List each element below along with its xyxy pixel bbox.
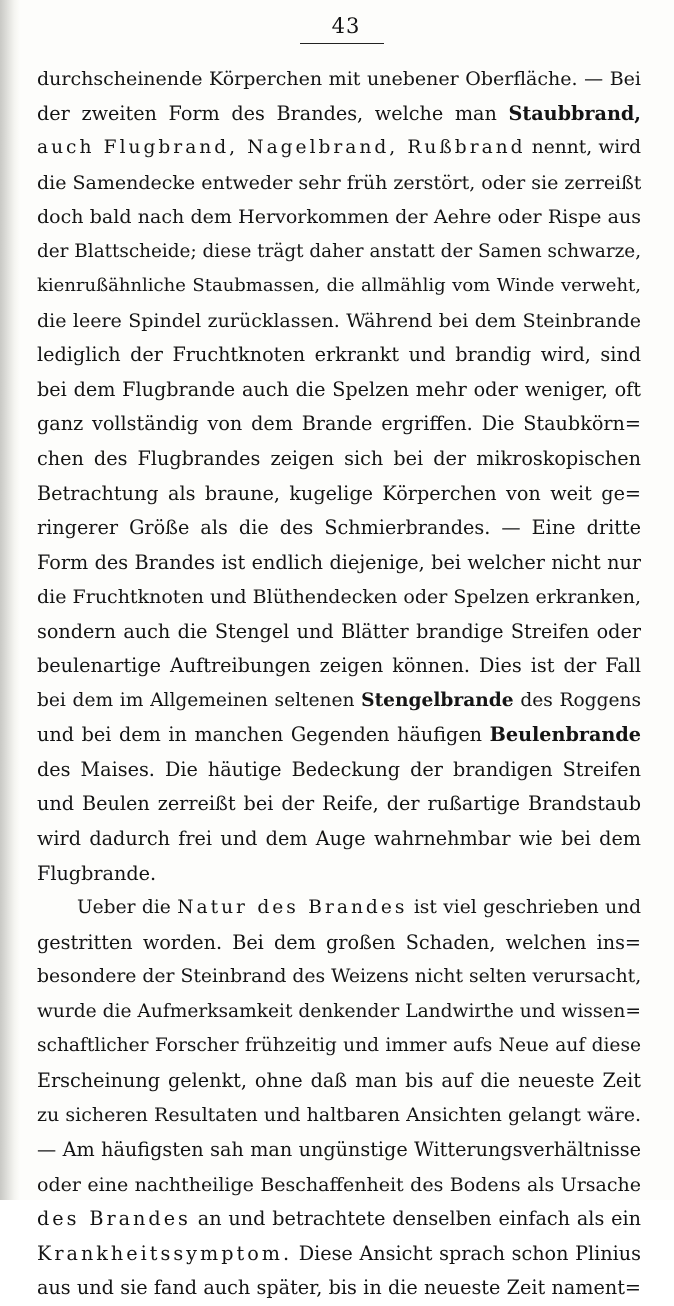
body-text bbox=[37, 62, 641, 1306]
text-line bbox=[37, 200, 641, 235]
line-text: gestritten worden. Bei dem großen Schaden, welchen ins= bbox=[37, 930, 641, 954]
text-line bbox=[37, 1064, 641, 1099]
line-text: oder eine nachtheilige Beschaffenheit des Bodens als Ursache bbox=[37, 1173, 641, 1196]
header-rule bbox=[300, 43, 384, 44]
text-line bbox=[37, 511, 641, 546]
line-text: des Maises. Die häutige Bedeckung der brandigen Streifen bbox=[37, 757, 641, 781]
text-line bbox=[37, 235, 641, 270]
bold-term: Beulenbrande bbox=[489, 723, 641, 747]
text-line bbox=[37, 407, 641, 442]
line-text: an und betrachtete denselben einfach als ein bbox=[190, 1207, 641, 1231]
line-text: beulenartige Auftreibungen zeigen können. Dies ist der Fall bbox=[37, 654, 641, 678]
text-line bbox=[37, 166, 641, 201]
text-line bbox=[37, 546, 641, 581]
text-line bbox=[37, 684, 641, 719]
line-text: chen des Flugbrandes zeigen sich bei der mikroskopischen bbox=[37, 447, 641, 471]
text-line bbox=[37, 1237, 641, 1272]
line-text: und bei dem in manchen Gegenden häufigen bbox=[37, 723, 490, 747]
text-line bbox=[37, 338, 641, 373]
spaced-term: des Brandes bbox=[37, 1207, 191, 1231]
line-text: Diese Ansicht sprach schon Plinius bbox=[292, 1241, 641, 1265]
line-text: ganz vollständig von dem Brande ergriffen. Die Staubkörn= bbox=[37, 412, 641, 436]
line-text: bei dem im Allgemeinen seltenen bbox=[37, 689, 362, 711]
line-text: Ueber die bbox=[77, 897, 178, 919]
line-text: der Blattscheide; diese trägt daher anstatt der Samen schwarze, bbox=[37, 240, 641, 262]
text-line bbox=[37, 1271, 641, 1306]
text-line bbox=[37, 995, 641, 1030]
line-text: durchscheinende Körperchen mit unebener Oberfläche. — Bei bbox=[37, 68, 641, 90]
text-line bbox=[37, 891, 641, 926]
text-line bbox=[37, 580, 641, 615]
text-line bbox=[37, 373, 641, 408]
bold-term: Stengelbrande bbox=[361, 689, 514, 711]
gutter-shadow bbox=[0, 0, 20, 1200]
bold-term: Staubbrand, bbox=[508, 101, 641, 125]
text-line bbox=[37, 477, 641, 512]
line-text: bei dem Flugbrande auch die Spelzen mehr oder weniger, oft bbox=[37, 377, 641, 401]
line-text: sondern auch die Stengel und Blätter brandige Streifen oder bbox=[37, 619, 641, 643]
text-line bbox=[37, 1098, 641, 1133]
spaced-term: Krankheitssymptom. bbox=[37, 1241, 293, 1265]
text-line bbox=[37, 960, 641, 995]
line-text: lediglich der Fruchtknoten erkrankt und brandig wird, sind bbox=[37, 343, 641, 367]
line-text: nennt, wird bbox=[525, 137, 641, 159]
page-number: 43 bbox=[331, 14, 361, 38]
text-line bbox=[37, 787, 641, 822]
line-text: besondere der Steinbrand des Weizens nicht selten verursacht, bbox=[37, 966, 641, 988]
spaced-term: Natur des Brandes bbox=[177, 897, 408, 919]
line-text: Erscheinung gelenkt, ohne daß man bis auf die neueste Zeit bbox=[37, 1068, 641, 1092]
line-text: die Fruchtknoten und Blüthendecken oder Spelzen erkranken, bbox=[37, 586, 641, 609]
text-line bbox=[37, 1202, 641, 1237]
text-line bbox=[37, 926, 641, 961]
text-line bbox=[37, 857, 641, 892]
line-text: die leere Spindel zurücklassen. Während bei dem Steinbrande bbox=[37, 309, 641, 332]
line-text: Flugbrande. bbox=[37, 861, 157, 885]
paragraph-2 bbox=[37, 891, 641, 1306]
line-text: wurde die Aufmerksamkeit denkender Landwirthe und wissen= bbox=[37, 1000, 641, 1022]
text-line bbox=[37, 269, 641, 304]
line-text: und Beulen zerreißt bei der Reife, der rußartige Brandstaub bbox=[37, 792, 641, 816]
line-text: ringerer Größe als die des Schmierbrandes. — Eine dritte bbox=[37, 516, 641, 540]
text-line bbox=[37, 62, 641, 97]
line-text: wird dadurch frei und dem Auge wahrnehmbar wie bei dem bbox=[37, 827, 641, 851]
text-line bbox=[37, 649, 641, 684]
line-text: kienrußähnliche Staubmassen, die allmählig vom Winde verweht, bbox=[37, 275, 641, 297]
line-text: — Am häufigsten sah man ungünstige Witterungsverhältnisse bbox=[37, 1137, 641, 1161]
text-line bbox=[37, 131, 641, 166]
text-line bbox=[37, 1133, 641, 1168]
line-text: ist viel geschrieben und bbox=[407, 897, 641, 919]
text-line bbox=[37, 718, 641, 753]
line-text: Betrachtung als braune, kugelige Körperchen von weit ge= bbox=[37, 481, 641, 505]
line-text: aus und sie fand auch später, bis in die neueste Zeit nament= bbox=[37, 1276, 641, 1300]
text-line bbox=[37, 304, 641, 339]
text-line bbox=[37, 1168, 641, 1203]
line-text: schaftlicher Forscher frühzeitig und immer aufs Neue auf diese bbox=[37, 1035, 641, 1057]
text-line bbox=[37, 822, 641, 857]
line-text: Form des Brandes ist endlich diejenige, bei welcher nicht nur bbox=[37, 550, 641, 574]
text-line bbox=[37, 1029, 641, 1064]
line-text: doch bald nach dem Hervorkommen der Aehre oder Rispe aus bbox=[37, 206, 641, 229]
line-text: zu sicheren Resultaten und haltbaren Ansichten gelangt wäre. bbox=[37, 1104, 641, 1127]
text-line bbox=[37, 97, 641, 132]
text-line bbox=[37, 753, 641, 788]
line-text: des Roggens bbox=[513, 689, 641, 711]
line-text: der zweiten Form des Brandes, welche man bbox=[37, 101, 509, 125]
paragraph-1 bbox=[37, 62, 641, 891]
text-line bbox=[37, 442, 641, 477]
line-text: die Samendecke entweder sehr früh zerstört, oder sie zerreißt bbox=[37, 171, 641, 194]
spaced-term: auch Flugbrand, Nagelbrand, Rußbrand bbox=[37, 137, 526, 159]
text-line bbox=[37, 615, 641, 650]
